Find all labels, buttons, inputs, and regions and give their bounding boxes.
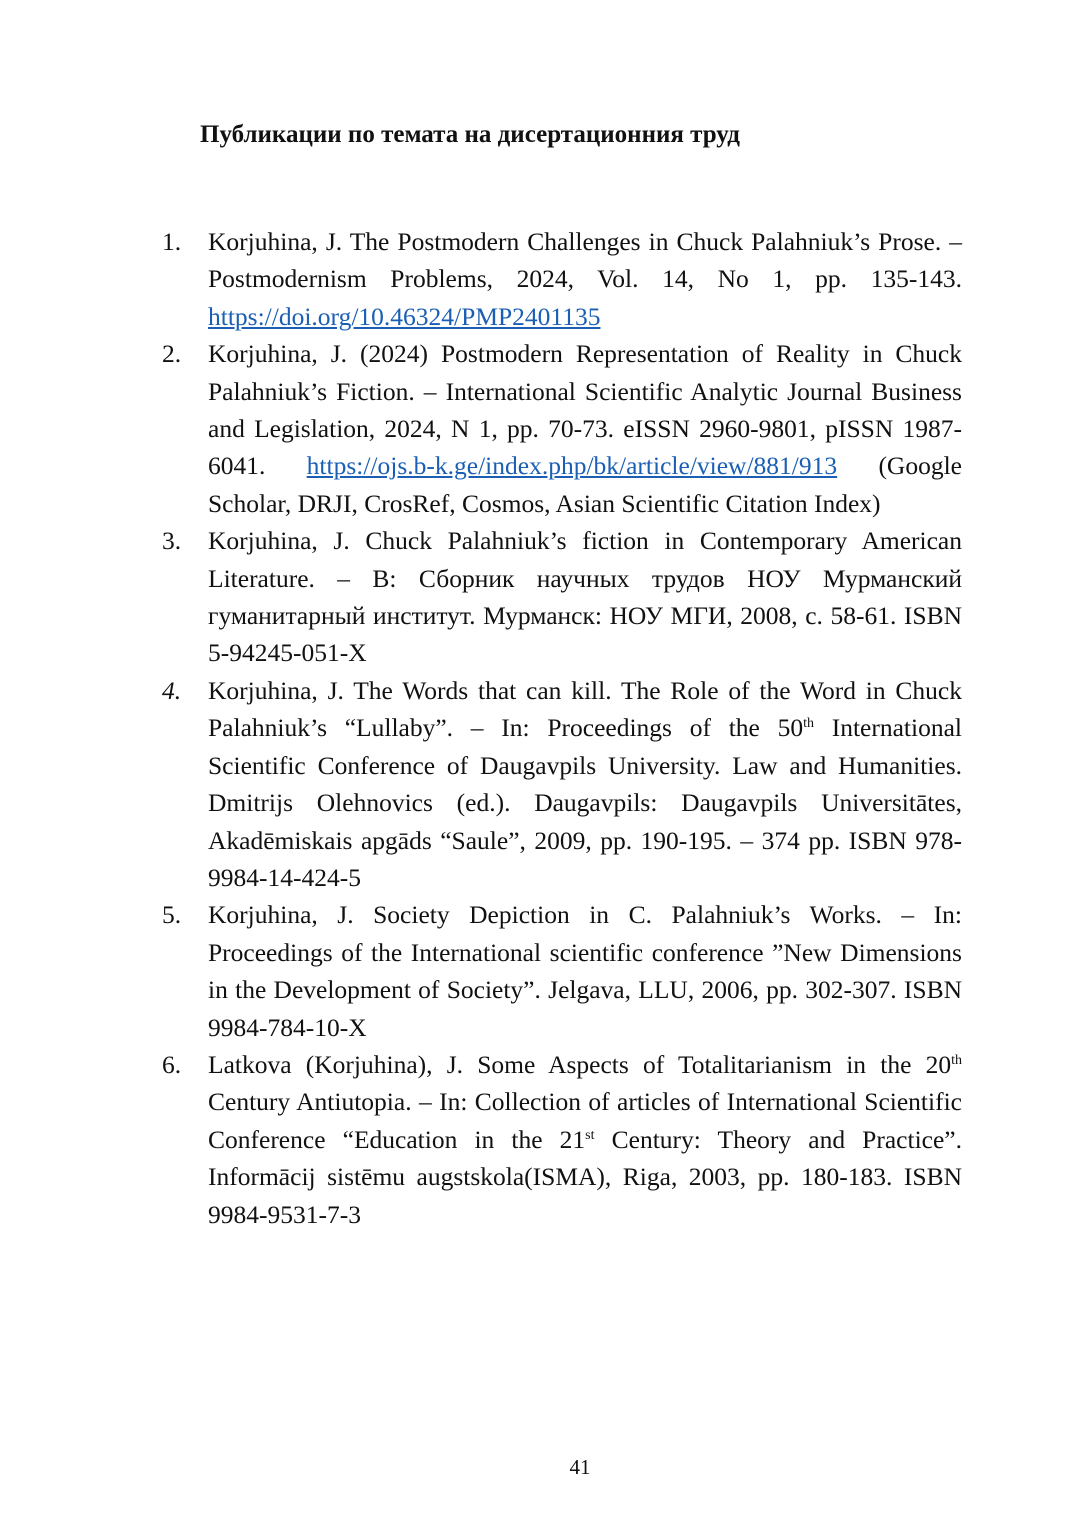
publication-text-indexes: (Google Scholar, DRJI, CrosRef, Cosmos, Asian Scientific Citation Index): [208, 451, 963, 518]
publication-list: [162, 223, 962, 1233]
ordinal-superscript: th: [803, 716, 814, 732]
list-number: 5.: [162, 900, 182, 930]
page-number: 41: [569, 1455, 591, 1479]
publication-item: [162, 672, 962, 896]
publication-text-cont: Century Antiutopia. – In: Collection of articles of International Scientific Conference “Education in the 21: [208, 1087, 962, 1154]
list-number: 4.: [162, 675, 182, 705]
publication-item: [162, 522, 962, 672]
publication-text: Korjuhina, J. The Words that can kill. The Role of the Word in Chuck Palahniuk’s “Lullaby”. – In: Proceedings of the 50: [208, 675, 962, 743]
publication-text: Korjuhina, J. (2024) Postmodern Representation of Reality in Chuck Palahniuk’s Fiction. – International Scientific Analytic Journal Business and Legislation, 2024, N 1, pp. 70-73. eISSN 2960-9801, pISSN 1987-6041.: [208, 339, 962, 481]
ordinal-superscript: st: [585, 1127, 595, 1143]
list-number: 1.: [162, 227, 182, 256]
publication-item: [162, 335, 962, 522]
publication-text-cont: International Scientific Conference of Daugavpils University. Law and Humanities. Dmitrijs Olehnovics (ed.). Daugavpils: Daugavpils Universitātes, Akadēmiskais apgāds “Saule”, 2009, pp. 190-195. – 374 pp. ISBN 978-9984-14-424-5: [208, 713, 962, 892]
list-number: 6.: [162, 1049, 182, 1079]
publication-item: [162, 896, 962, 1046]
publication-text: Korjuhina, J. Society Depiction in C. Palahniuk’s Works. – In: Proceedings of the International scientific conference ”New Dimensions in the Development of Society”. Jelgava, LLU, 2006, pp. 302-307. ISBN 9984-784-10-X: [208, 900, 962, 1042]
page-heading: Публикации по темата на дисертационния труд: [200, 121, 740, 148]
publication-text: Korjuhina, J. Chuck Palahniuk’s fiction in Contemporary American Literature. – В: Сборник научных трудов НОУ Мурманский гуманитарный институт. Мурманск: НОУ МГИ, 2008, с. 58-61. ISBN 5-94245-051-X: [208, 526, 962, 668]
publication-text-end: Century: Theory and Practice”. Informācij sistēmu augstskola(ISMA), Riga, 2003, pp. 180-183. ISBN 9984-9531-7-3: [208, 1124, 962, 1229]
publication-item: [162, 223, 962, 335]
doi-link[interactable]: https://doi.org/10.46324/PMP2401135: [208, 301, 601, 331]
ordinal-superscript: th: [951, 1052, 962, 1068]
article-link[interactable]: https://ojs.b-k.ge/index.php/bk/article/view/881/913: [306, 451, 838, 481]
publication-item: [162, 1046, 962, 1233]
publication-text: Korjuhina, J. The Postmodern Challenges in Chuck Palahniuk’s Prose. – Postmodernism Problems, 2024, Vol. 14, No 1, pp. 135-143.: [208, 227, 962, 294]
list-number: 2.: [162, 339, 182, 369]
list-number: 3.: [162, 526, 182, 556]
publication-text: Latkova (Korjuhina), J. Some Aspects of Totalitarianism in the 20: [208, 1049, 952, 1079]
